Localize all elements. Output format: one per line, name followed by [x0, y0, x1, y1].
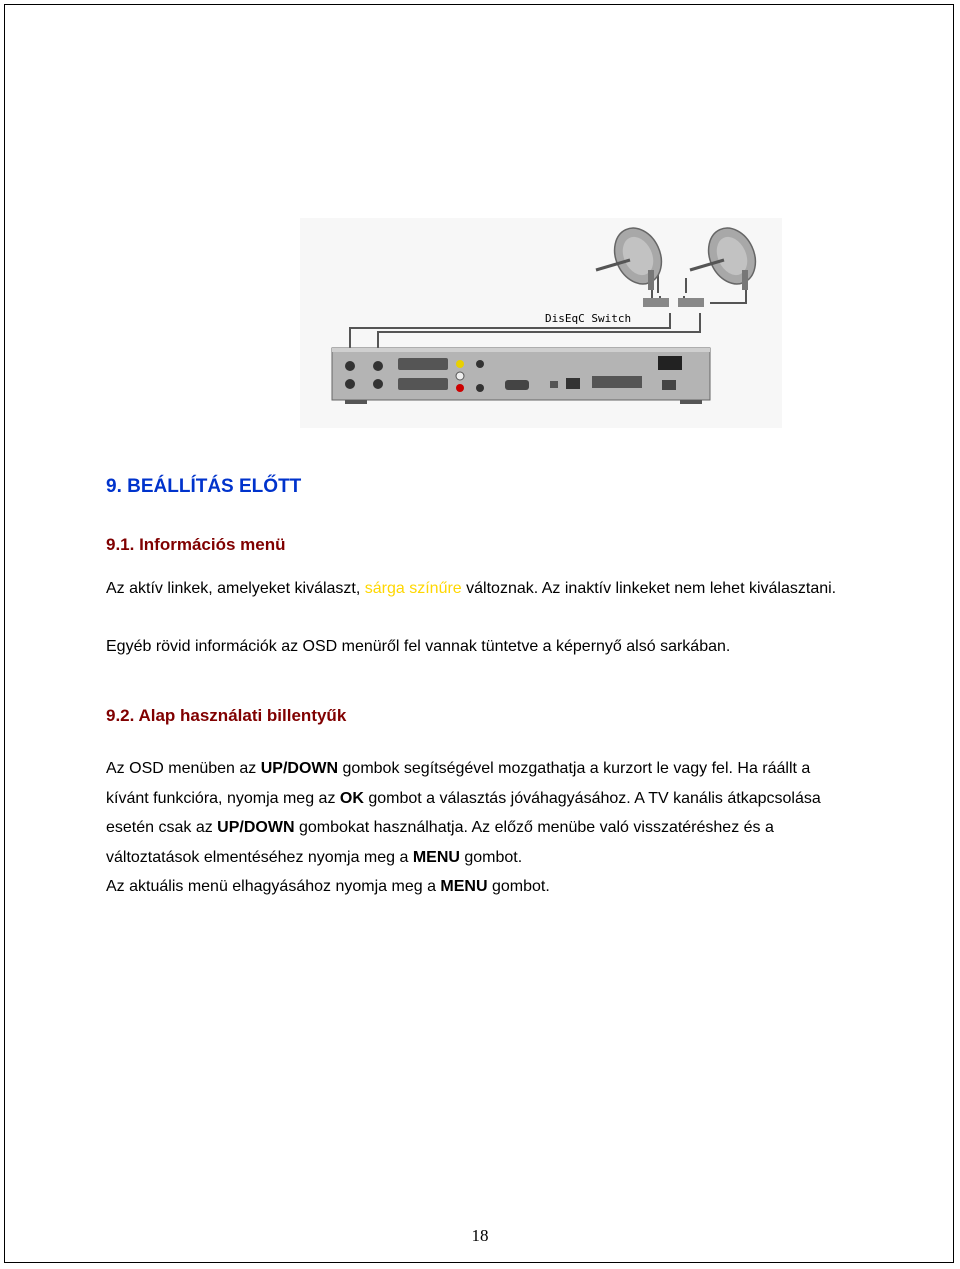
section-9-2-paragraph — [106, 754, 846, 902]
diseqc-box-right — [678, 298, 704, 307]
key-name-ok: OK — [339, 789, 364, 807]
diseqc-switch-label: DisEqC Switch — [545, 312, 632, 325]
page-number: 18 — [471, 1226, 489, 1245]
text-segment: gombot. — [487, 878, 550, 895]
text-segment: Az aktuális menü elhagyásához nyomja meg a — [106, 878, 441, 895]
receiver-diagram-svg — [300, 218, 782, 428]
text-segment: Az aktív linkek, amelyeket kiválaszt, — [106, 580, 365, 597]
key-name-menu: MENU — [440, 878, 488, 895]
chapter-heading: 9. BEÁLLÍTÁS ELŐTT — [106, 476, 302, 497]
key-name-updown: UP/DOWN — [217, 819, 295, 836]
receiver-diagram — [300, 218, 782, 428]
text-segment: gombot. — [459, 848, 523, 866]
section-9-2-title: 9.2. Alap használati billentyűk — [106, 706, 347, 725]
text-segment: változnak. Az inaktív linkeket nem lehet kiválasztani. — [461, 580, 837, 597]
key-name-menu: MENU — [412, 848, 460, 866]
diseqc-box-left — [643, 298, 669, 307]
section-9-1-paragraph-2: Egyéb rövid információk az OSD menüről fel vannak tüntetve a képernyő alsó sarkában. — [106, 638, 731, 655]
key-name-updown: UP/DOWN — [260, 760, 339, 777]
section-9-1-title: 9.1. Információs menü — [106, 535, 286, 554]
text-segment: Az OSD menüben az — [106, 760, 261, 777]
text-segment: gombokat használhatja. Az előző menübe való visszatéréshez és a változtatások elmentéséhez nyomja meg a — [106, 819, 774, 866]
text-segment: gombot a választás jóváhagyásához. A TV kanális átkapcsolása esetén csak az — [106, 789, 821, 836]
highlighted-text: sárga színűre — [364, 580, 462, 597]
section-9-1-paragraph-1 — [106, 574, 866, 604]
text-segment: gombok segítségével mozgathatja a kurzort le vagy fel. Ha ráállt a kívánt funkcióra, nyomja meg az — [106, 760, 811, 807]
receiver-back-panel — [332, 348, 710, 404]
